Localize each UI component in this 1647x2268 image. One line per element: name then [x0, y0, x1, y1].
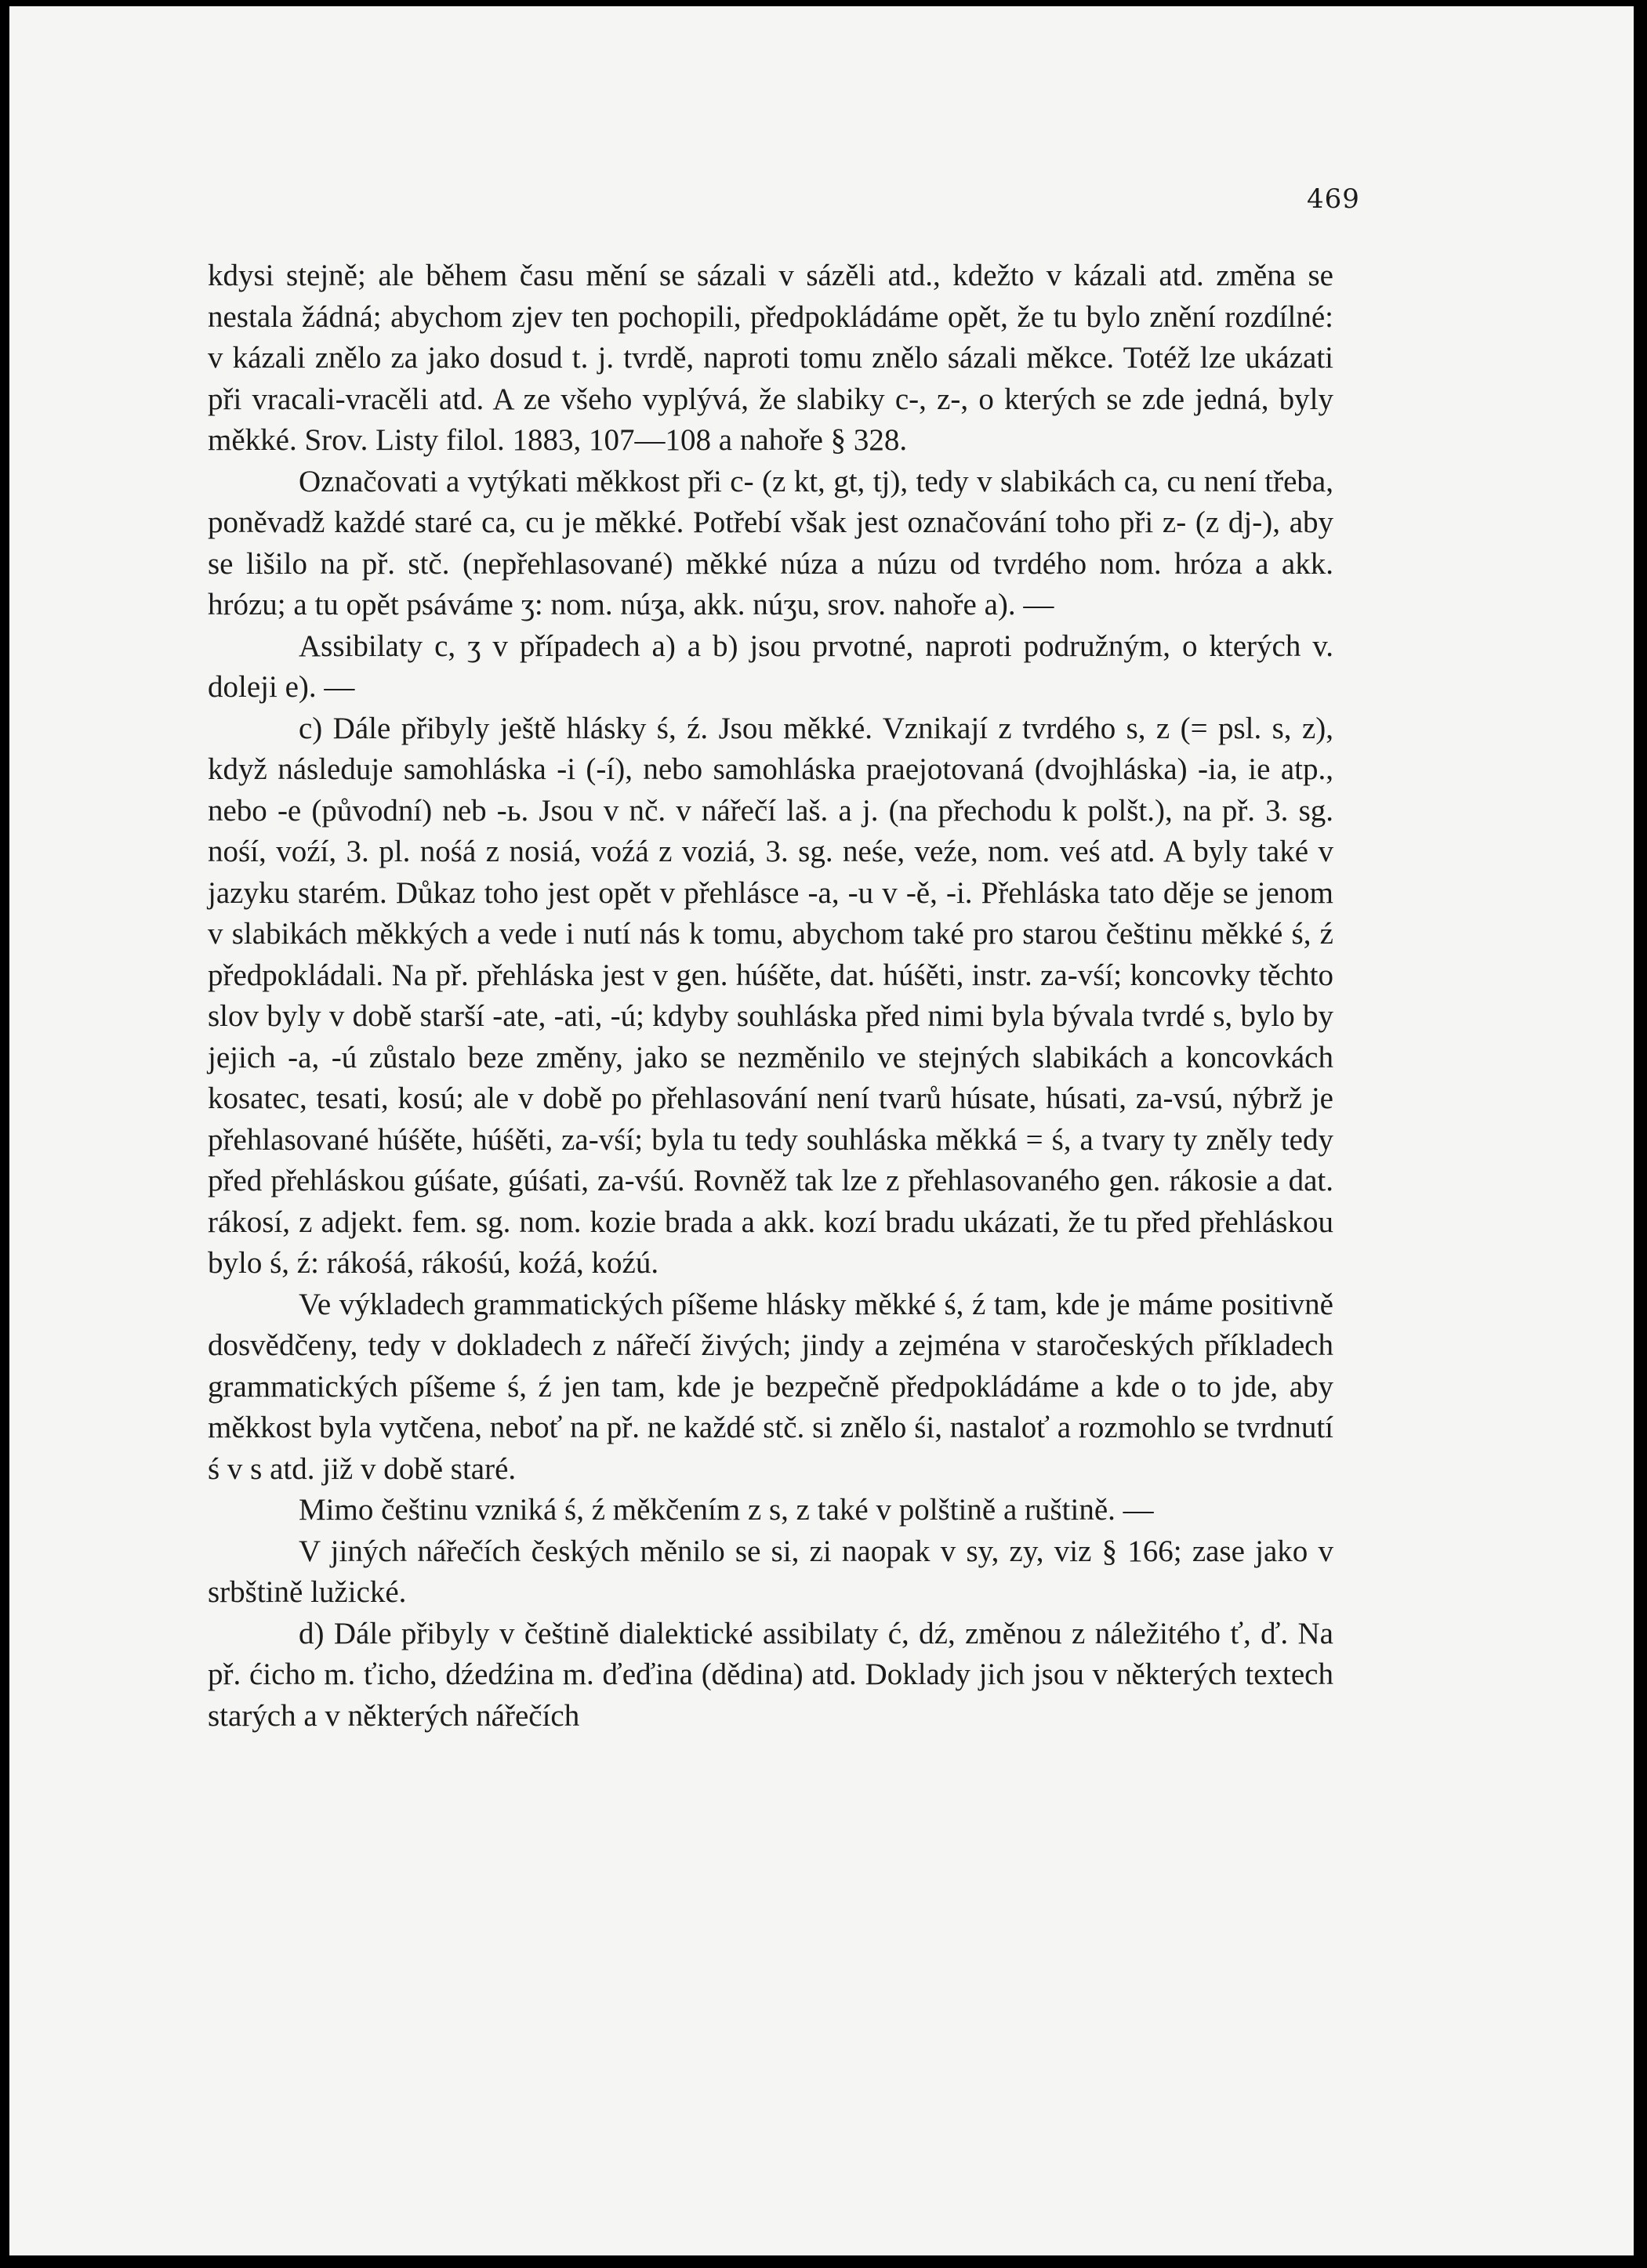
paragraph: Mimo češtinu vzniká ś, ź měkčením z s, z také v polštině a ruštině. — [299, 1493, 1154, 1527]
paragraph: c) Dále přibyly ještě hlásky ś, ź. Jsou měkké. Vznikají z tvrdého s, z (= psl. s, z), když následuje samohláska -i (-í), nebo samohláska praejotovaná (dvojhláska) -ia, ie atp., nebo -e (původní) neb -ь. Jsou v nč. v nářečí laš. a j. (na přechodu k polšt.), na př. 3. sg. nośí, voźí, 3. pl. nośá z nosiá, voźá z voziá, 3. sg. neśe, veźe, nom. veś atd. A byly také v jazyku starém. Důkaz toho jest opět v přehlásce -a, -u v -ě, -i. Přehláska tato děje se jenom v slabikách měkkých a vede i nutí nás k tomu, abychom také pro starou češtinu měkké ś, ź předpokládali. Na př. přehláska jest v gen. húśěte, dat. húśěti, instr. za-vśí; koncovky těchto slov byly v době starší -ate, -ati, -ú; kdyby souhláska před nimi byla bývala tvrdé s, bylo by jejich -a, -ú zůstalo beze změny, jako se nezměnilo ve stejných slabikách a koncovkách kosatec, tesati, kosú; ale v době po přehlasování není tvarů húsate, húsati, za-vsú, nýbrž je přehlasované húśěte, húśěti, za-vśí; byla tu tedy souhláska měkká = ś, a tvary ty zněly tedy před přehláskou gúśate, gúśati, za-vśú. Rovněž tak lze z přehlasovaného gen. rákosie a dat. rákosí, z adjekt. fem. sg. nom. kozie brada a akk. kozí bradu ukázati, že tu před přehláskou bylo ś, ź: rákośá, rákośú, koźá, koźú. [208, 711, 1333, 1280]
paragraph: d) Dále přibyly v češtině dialektické assibilaty ć, dź, změnou z náležitého ť, ď. Na př. ćicho m. ťicho, dźedźina m. ďeďina (dědina) atd. Doklady jich jsou v některých textech starých a v některých nářečích [208, 1616, 1333, 1733]
paragraph: Assibilaty c, ʒ v případech a) a b) jsou prvotné, naproti podružným, o kterých v. doleji e). — [208, 629, 1333, 704]
body-text [208, 255, 1333, 1737]
page-number: 469 [1307, 183, 1360, 215]
paragraph: V jiných nářečích českých měnilo se si, zi naopak v sy, zy, viz § 166; zase jako v srbštině lužické. [208, 1534, 1333, 1609]
paragraph: Ve výkladech grammatických píšeme hlásky měkké ś, ź tam, kde je máme positivně dosvědčeny, tedy v dokladech z nářečí živých; jindy a zejména v staročeských příkladech grammatických píšeme ś, ź jen tam, kde je bezpečně předpokládáme a kde o to jde, aby měkkost byla vytčena, neboť na př. ne každé stč. si znělo śi, nastaloť a rozmohlo se tvrdnutí ś v s atd. již v době staré. [208, 1287, 1333, 1486]
paragraph: kdysi stejně; ale během času mění se sázali v sázěli atd., kdežto v kázali atd. změna se nestala žádná; abychom zjev ten pochopili, předpokládáme opět, že tu bylo znění rozdílné: v kázali znělo za jako dosud t. j. tvrdě, naproti tomu znělo sázali měkce. Totéž lze ukázati při vracali-vracěli atd. A ze všeho vyplývá, že slabiky c-, z-, o kterých se zde jedná, byly měkké. Srov. Listy filol. 1883, 107—108 a nahoře § 328. [208, 259, 1333, 457]
paragraph: Označovati a vytýkati měkkost při c- (z kt, gt, tj), tedy v slabikách ca, cu není třeba, poněvadž každé staré ca, cu je měkké. Potřebí však jest označování toho při z- (z dj-), aby se lišilo na př. stč. (nepřehlasované) měkké núza a núzu od tvrdého nom. hróza a akk. hrózu; a tu opět psáváme ʒ: nom. núʒa, akk. núʒu, srov. nahoře a). — [208, 464, 1333, 621]
book-page [9, 6, 1634, 2255]
